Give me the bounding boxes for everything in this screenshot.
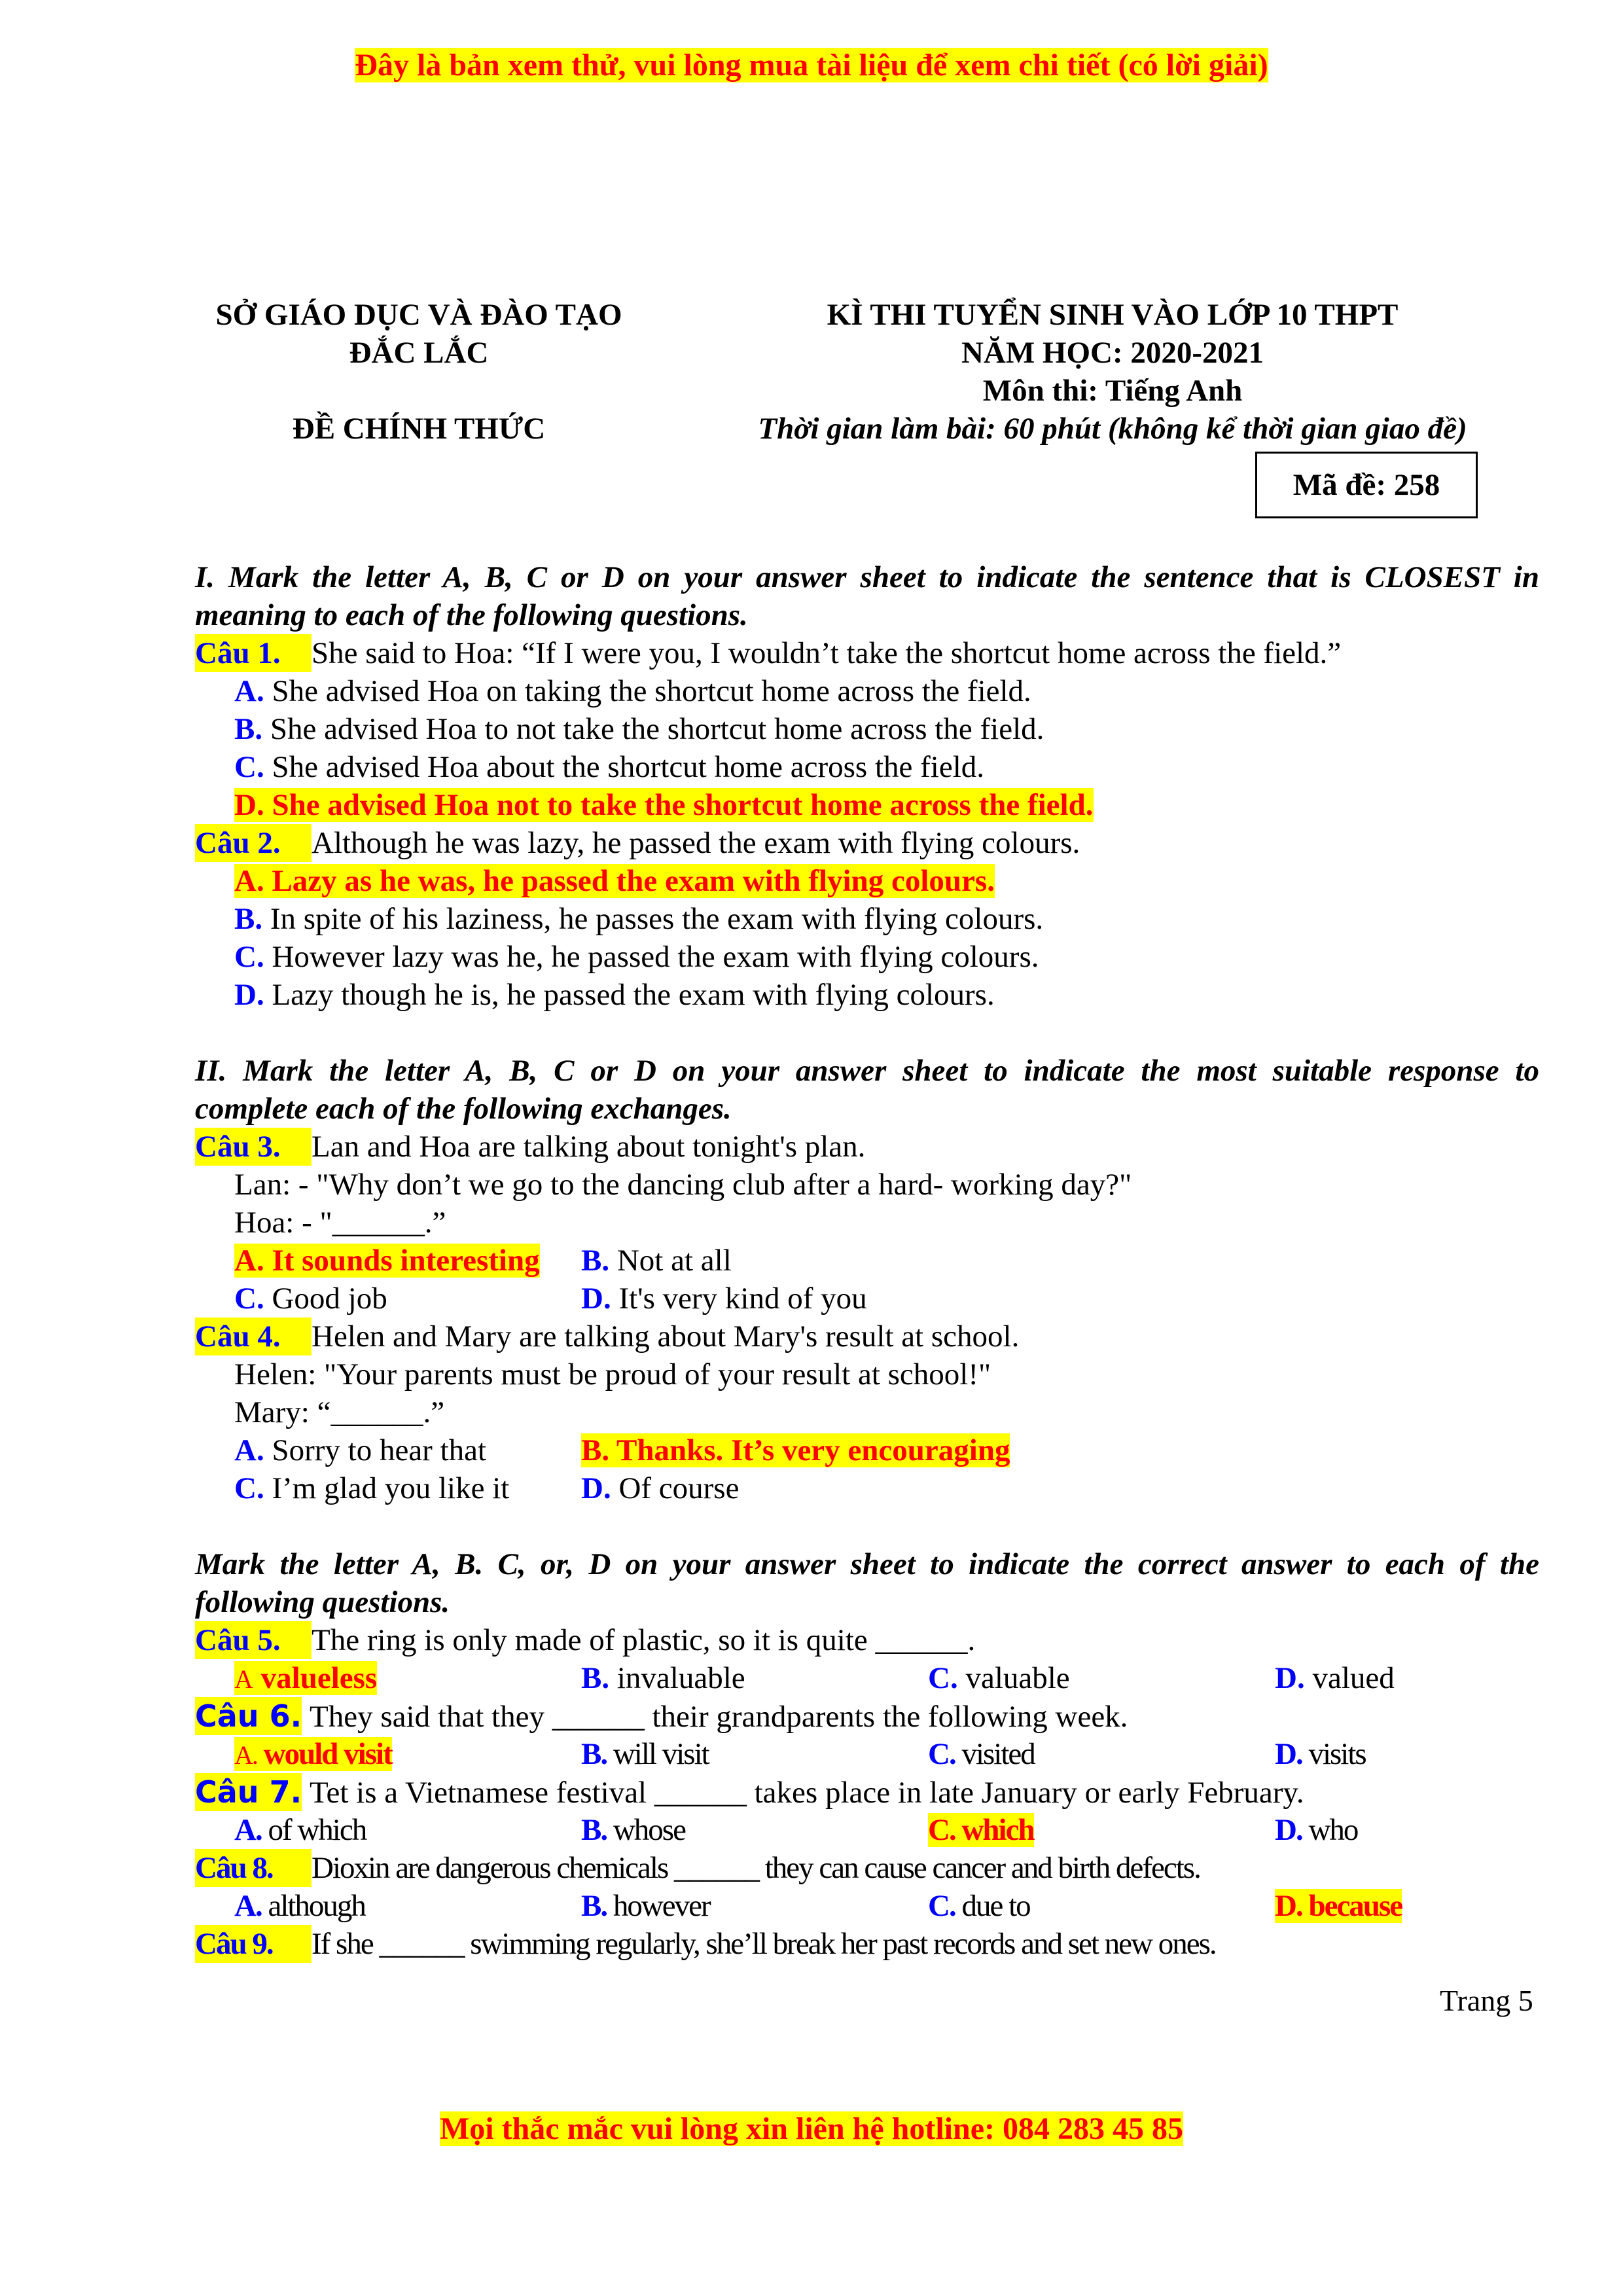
section2-instruction-line2: complete each of the following exchanges. [195,1092,732,1126]
q4-option-a: A. Sorry to hear that [234,1433,487,1467]
question-3 [195,1128,1539,1166]
question-stem: Tet is a Vietnamese festival ______ takes place in late January or early February. [310,1776,1304,1810]
exam-content [195,558,1539,1963]
q3-dialogue-hoa: Hoa: - "______.” [234,1206,446,1240]
q3-dialogue-lan: Lan: - "Why don’t we go to the dancing club after a hard- working day?" [234,1168,1132,1202]
q6-option-c: C. visited [928,1737,1035,1771]
section2-instruction-line1: II. Mark the letter A, B, C or D on your answer sheet to indicate the most suitable response to [195,1054,1539,1088]
q2-option-c: C. However lazy was he, he passed the exam with flying colours. [234,940,1039,974]
q8-option-b: B. however [581,1889,710,1923]
question-number: Câu 7. [195,1774,302,1810]
question-4 [195,1318,1539,1355]
header-left [190,296,648,448]
q7-option-a: A. of which [234,1813,366,1847]
q1-option-d-answer: D. She advised Hoa not to take the shortcut home across the field. [234,788,1094,822]
q6-option-a-answer: A. would visit [234,1737,392,1771]
preview-banner: Đây là bản xem thử, vui lòng mua tài liệu để xem chi tiết (có lời giải) [355,48,1268,82]
question-7 [195,1773,1539,1811]
question-6 [195,1697,1539,1735]
department-name: SỞ GIÁO DỤC VÀ ĐÀO TẠO [215,298,622,332]
question-stem: Helen and Mary are talking about Mary's result at school. [312,1319,1020,1354]
question-stem: They said that they ______ their grandparents the following week. [310,1700,1128,1734]
question-stem: Although he was lazy, he passed the exam with flying colours. [312,826,1080,860]
q3-option-c: C. Good job [234,1282,387,1316]
question-stem: She said to Hoa: “If I were you, I wouldn’t take the shortcut home across the field.” [312,636,1342,670]
question-stem: If she ______ swimming regularly, she’ll break her past records and set new ones. [312,1927,1216,1961]
q3-option-d: D. It's very kind of you [581,1282,867,1316]
question-number: Câu 9. [195,1925,312,1963]
q3-options-ab [195,1242,1539,1280]
question-stem: The ring is only made of plastic, so it is quite ______. [312,1623,976,1657]
q1-option-c: C. She advised Hoa about the shortcut home across the field. [234,750,985,784]
question-8 [195,1849,1539,1887]
question-2 [195,824,1539,862]
q4-options-cd [195,1469,1539,1507]
question-number: Câu 1. [195,634,312,672]
q3-option-a-answer: A. It sounds interesting [234,1244,540,1278]
section3-instruction-line2: following questions. [195,1585,450,1619]
school-year: NĂM HỌC: 2020-2021 [961,336,1264,370]
q2-option-a-answer: A. Lazy as he was, he passed the exam with flying colours. [234,864,995,898]
q5-option-b: B. invaluable [581,1661,745,1695]
section1-instruction-line2: meaning to each of the following questions. [195,598,748,632]
question-number: Câu 2. [195,824,312,862]
province-name: ĐẮC LẮC [349,336,489,370]
hotline-banner: Mọi thắc mắc vui lòng xin liên hệ hotline: 084 283 45 85 [439,2111,1183,2146]
q5-option-c: C. valuable [928,1661,1070,1695]
page-number: Trang 5 [1440,1984,1533,2017]
q4-option-c: C. I’m glad you like it [234,1471,510,1505]
question-5 [195,1621,1539,1659]
question-number: Câu 6. [195,1698,302,1734]
q2-option-d: D. Lazy though he is, he passed the exam with flying colours. [234,978,995,1012]
q3-options-cd [195,1280,1539,1318]
q6-option-b: B. will visit [581,1737,709,1771]
question-number: Câu 4. [195,1318,312,1355]
q8-option-c: C. due to [928,1889,1030,1923]
q6-options [195,1735,1539,1773]
question-number: Câu 5. [195,1621,312,1659]
official-label: ĐỀ CHÍNH THỨC [292,412,546,446]
header-right [707,296,1518,448]
exam-code-box: Mã đề: 258 [1255,452,1478,518]
q7-option-b: B. whose [581,1813,685,1847]
question-number: Câu 8. [195,1849,312,1887]
section1-instruction-line1: I. Mark the letter A, B, C or D on your answer sheet to indicate the sentence that is CLOSEST in [195,560,1539,594]
q8-option-a: A. although [234,1889,365,1923]
q5-options [195,1659,1539,1697]
section3-instruction-line1: Mark the letter A, B. C, or, D on your answer sheet to indicate the correct answer to each of the [195,1547,1539,1581]
q5-option-d: D. valued [1275,1661,1395,1695]
q8-option-d-answer: D. because [1275,1889,1402,1923]
exam-title: KÌ THI TUYỂN SINH VÀO LỚP 10 THPT [827,298,1399,332]
q1-option-a: A. She advised Hoa on taking the shortcut home across the field. [234,674,1031,708]
subject: Môn thi: Tiếng Anh [982,374,1243,408]
q4-option-d: D. Of course [581,1471,740,1505]
q7-option-d: D. who [1275,1813,1358,1847]
q7-option-c-answer: C. which [928,1813,1034,1847]
question-9 [195,1925,1539,1963]
question-stem: Dioxin are dangerous chemicals ______ they can cause cancer and birth defects. [312,1851,1200,1885]
q4-dialogue-helen: Helen: "Your parents must be proud of your result at school!" [234,1357,991,1391]
time-limit: Thời gian làm bài: 60 phút (không kể thời gian giao đề) [758,412,1467,446]
q1-option-b: B. She advised Hoa to not take the shortcut home across the field. [234,712,1044,746]
q4-option-b-answer: B. Thanks. It’s very encouraging [581,1433,1010,1467]
q7-options [195,1811,1539,1849]
q8-options [195,1887,1539,1925]
q4-options-ab [195,1431,1539,1469]
q4-dialogue-mary: Mary: “______.” [234,1395,445,1429]
q2-option-b: B. In spite of his laziness, he passes the exam with flying colours. [234,902,1044,936]
q6-option-d: D. visits [1275,1737,1366,1771]
question-stem: Lan and Hoa are talking about tonight's plan. [312,1130,866,1164]
question-1 [195,634,1539,672]
question-number: Câu 3. [195,1128,312,1166]
q5-option-a-answer: A valueless [234,1661,378,1695]
q3-option-b: B. Not at all [581,1244,732,1278]
